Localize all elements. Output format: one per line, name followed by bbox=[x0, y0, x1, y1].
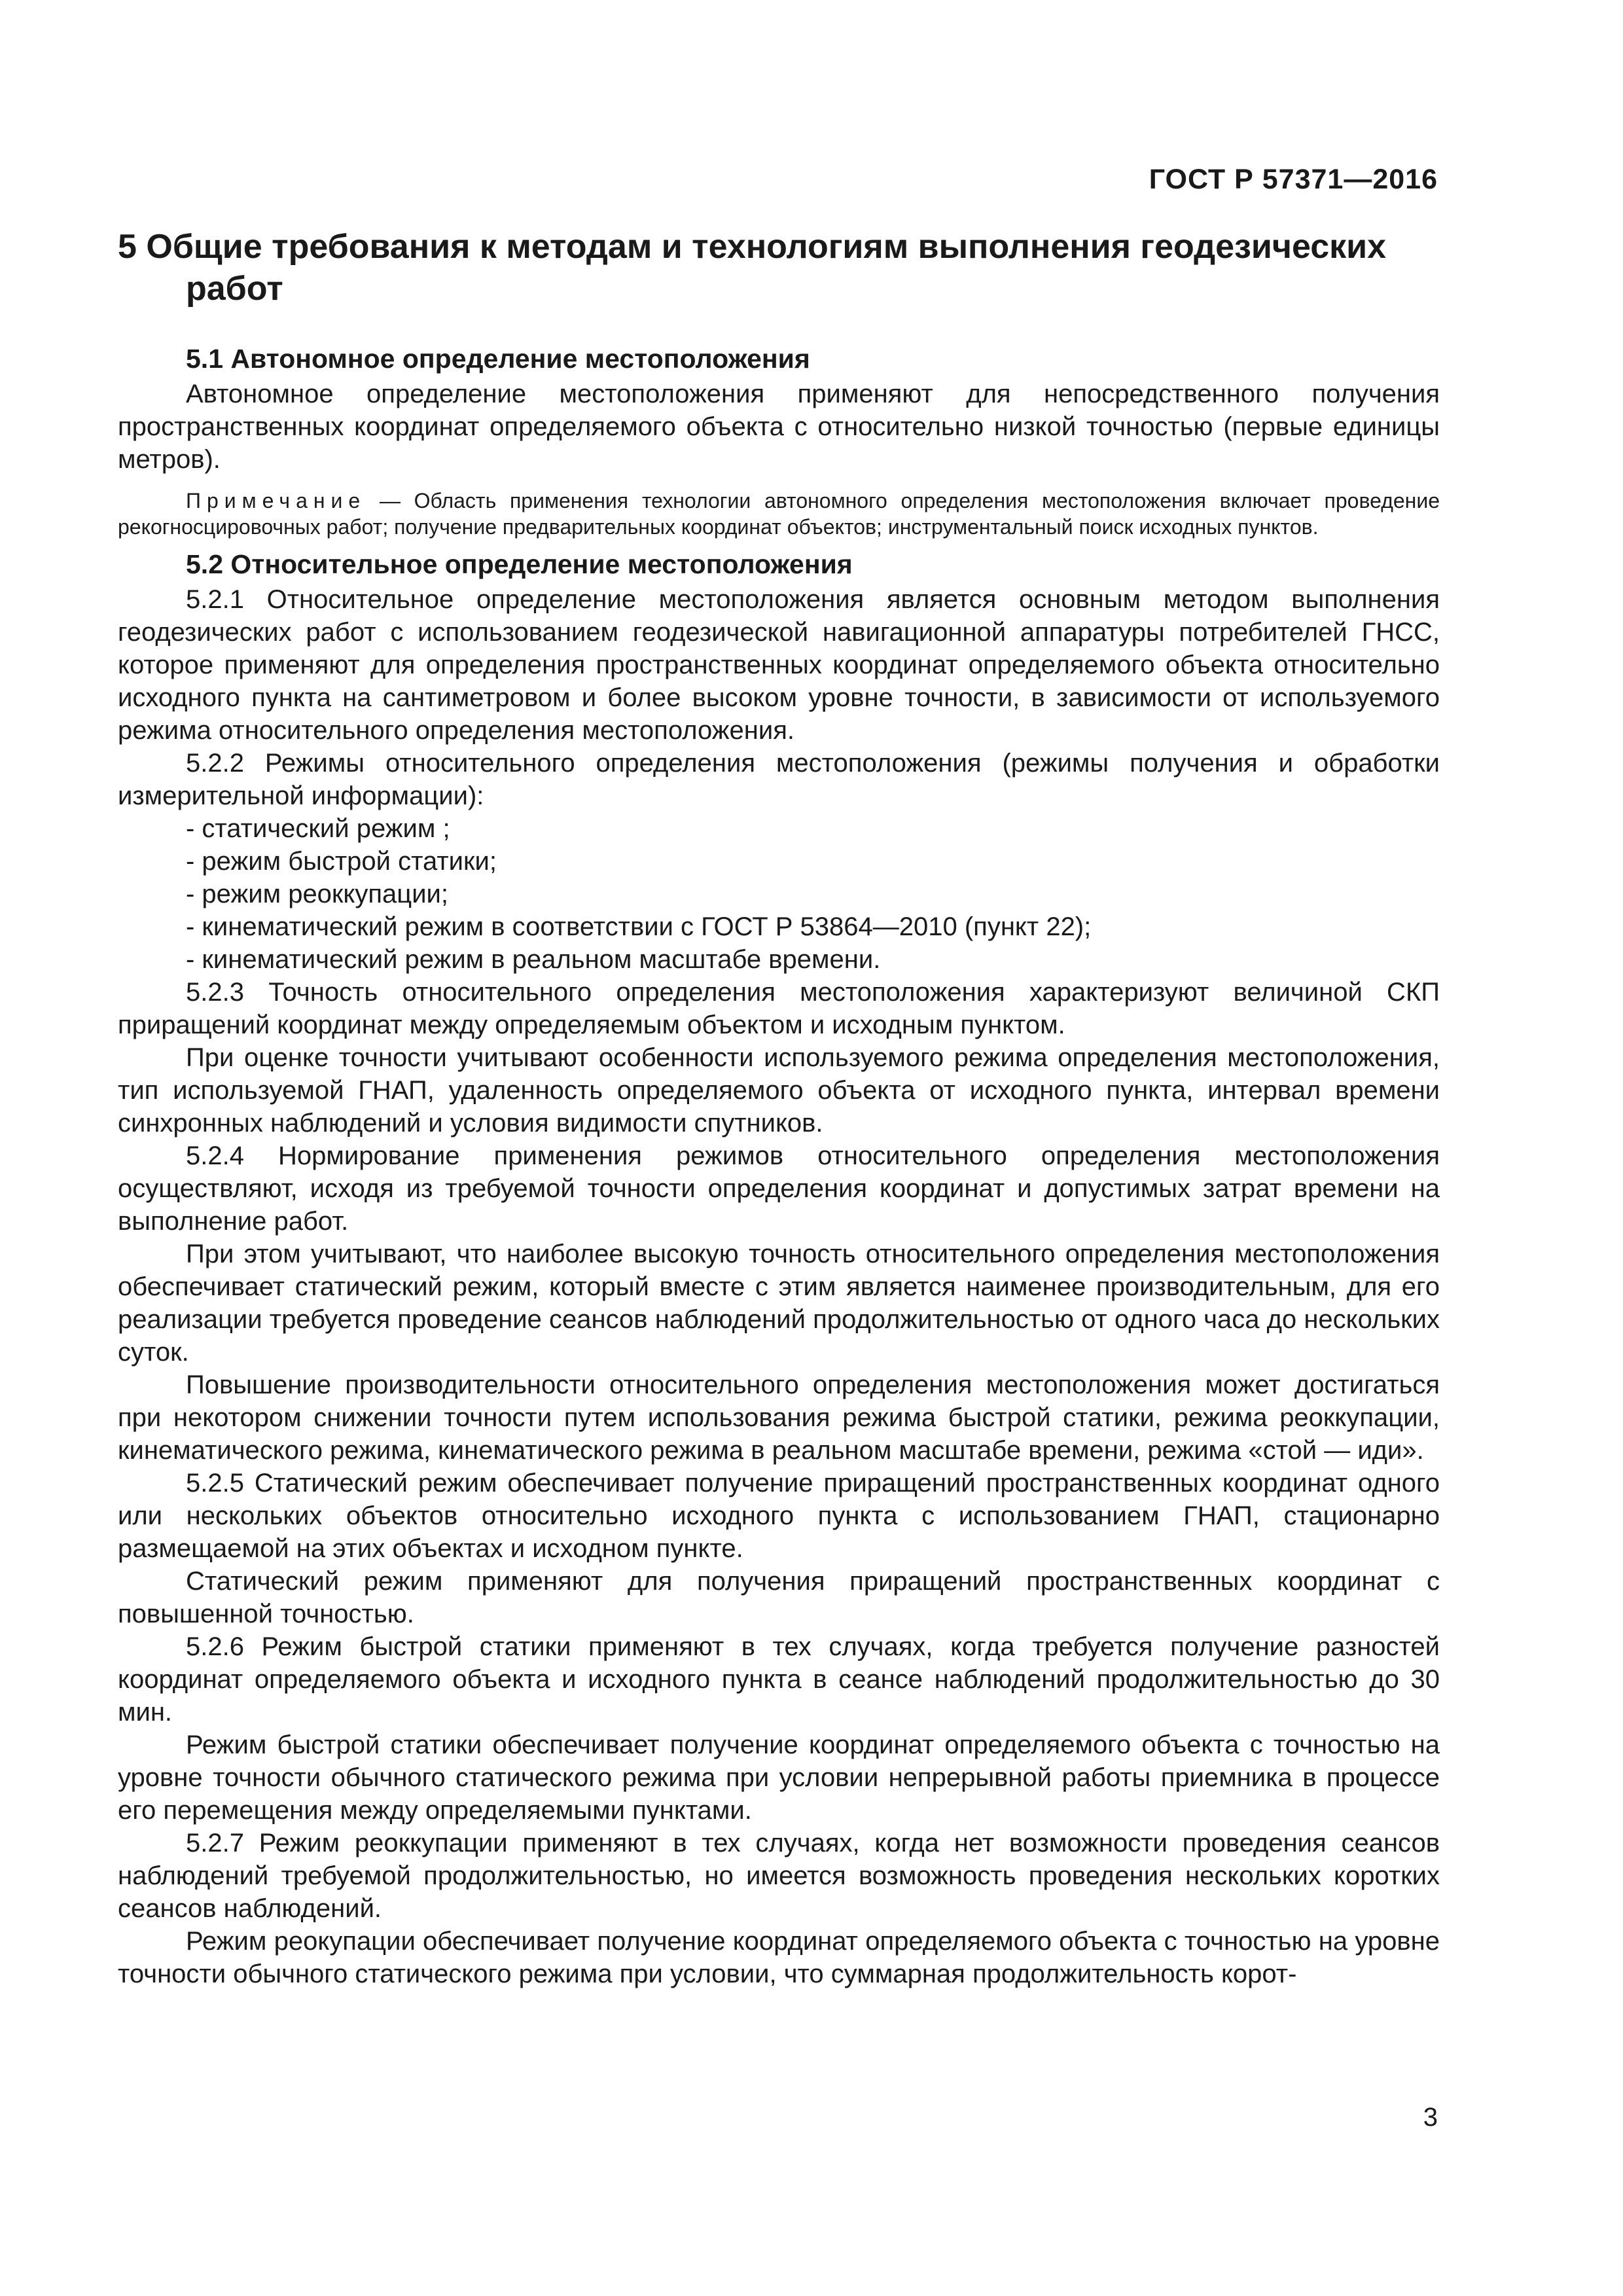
note-label: Примечание bbox=[186, 489, 366, 512]
paragraph: При оценке точности учитывают особенности используемого режима определения местоположения, тип используемой ГНАП, удаленность определяемого объекта от исходного пункта, интервал времени синхронных наблюдений и условия видимости спутников. bbox=[118, 1043, 1440, 1138]
list-item: - кинематический режим в соответствии с ГОСТ Р 53864—2010 (пункт 22); bbox=[186, 912, 1092, 941]
section-5-heading: 5 Общие требования к методам и технологиям выполнения геодезических работ bbox=[118, 228, 1387, 308]
paragraph-5-2-4: 5.2.4 Нормирование применения режимов относительного определения местоположения осуществляют, исходя из требуемой точности определения координат и допустимых затрат времени на выполнение работ. bbox=[118, 1141, 1440, 1236]
page-content bbox=[118, 226, 1440, 1990]
section-5-1-heading: 5.1 Автономное определение местоположения bbox=[186, 344, 810, 374]
section-5-2-heading: 5.2 Относительное определение местоположения bbox=[186, 549, 853, 579]
paragraph: Автономное определение местоположения применяют для непосредственного получения пространственных координат определяемого объекта с относительно низкой точностью (первые единицы метров). bbox=[118, 380, 1440, 474]
paragraph-5-2-3: 5.2.3 Точность относительного определения местоположения характеризуют величиной СКП приращений координат между определяемым объектом и исходным пунктом. bbox=[118, 978, 1440, 1039]
paragraph-5-2-1: 5.2.1 Относительное определение местоположения является основным методом выполнения геодезических работ с использованием геодезической навигационной аппаратуры потребителей ГНСС, которое применяют для определения пространственных координат определяемого объекта относительно исходного пункта на сантиметровом и более высоком уровне точности, в зависимости от используемого режима относительного определения местоположения. bbox=[118, 585, 1440, 745]
paragraph: Режим быстрой статики обеспечивает получение координат определяемого объекта с точностью на уровне точности обычного статического режима при условии непрерывной работы приемника в процессе его перемещения между определяемыми пунктами. bbox=[118, 1731, 1440, 1825]
paragraph: Повышение производительности относительного определения местоположения может достигаться при некотором снижении точности путем использования режима быстрой статики, режима реоккупации, кинематического режима, кинематического режима в реальном масштабе времени, режима «стой — иди». bbox=[118, 1371, 1440, 1465]
paragraph: При этом учитывают, что наиболее высокую точность относительного определения местоположения обеспечивает статический режим, который вместе с этим является наименее производительным, для его реализации требуется проведение сеансов наблюдений продолжительностью от одного часа до нескольких суток. bbox=[118, 1240, 1440, 1367]
paragraph-5-2-7: 5.2.7 Режим реоккупации применяют в тех случаях, когда нет возможности проведения сеансов наблюдений требуемой продолжительностью, но имеется возможность проведения нескольких коротких сеансов наблюдений. bbox=[118, 1829, 1440, 1923]
page-number: 3 bbox=[1423, 2103, 1438, 2132]
list-item: - режим реоккупации; bbox=[186, 880, 448, 908]
document-number: ГОСТ Р 57371—2016 bbox=[1149, 164, 1438, 195]
note-text: — Область применения технологии автономного определения местоположения включает проведение рекогносцировочных работ; получение предварительных координат объектов; инструментальный поиск исходных пунктов. bbox=[118, 489, 1440, 539]
paragraph-5-2-2: 5.2.2 Режимы относительного определения местоположения (режимы получения и обработки измерительной информации): bbox=[118, 749, 1440, 810]
note bbox=[118, 488, 1440, 540]
modes-list bbox=[118, 812, 1440, 976]
list-item: - кинематический режим в реальном масштабе времени. bbox=[186, 945, 881, 974]
paragraph-5-2-5: 5.2.5 Статический режим обеспечивает получение приращений пространственных координат одного или нескольких объектов относительно исходного пункта с использованием ГНАП, стационарно размещаемой на этих объектах и исходном пункте. bbox=[118, 1469, 1440, 1563]
paragraph-5-2-6: 5.2.6 Режим быстрой статики применяют в тех случаях, когда требуется получение разностей координат определяемого объекта и исходного пункта в сеансе наблюдений продолжительностью до 30 мин. bbox=[118, 1632, 1440, 1727]
list-item: - статический режим ; bbox=[186, 814, 450, 843]
paragraph: Статический режим применяют для получения приращений пространственных координат с повышенной точностью. bbox=[118, 1567, 1440, 1628]
list-item: - режим быстрой статики; bbox=[186, 847, 497, 876]
paragraph: Режим реокупации обеспечивает получение координат определяемого объекта с точностью на уровне точности обычного статического режима при условии, что суммарная продолжительность корот- bbox=[118, 1927, 1440, 1988]
